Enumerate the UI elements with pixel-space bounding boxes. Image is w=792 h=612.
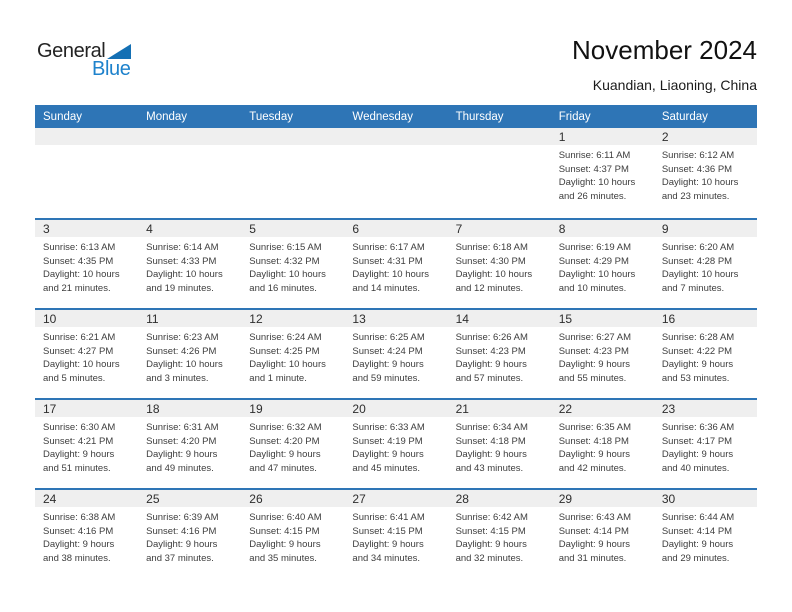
- day-details: [654, 417, 757, 475]
- day-details: [448, 237, 551, 295]
- day-details: [241, 507, 344, 565]
- day-cell: [344, 310, 447, 398]
- sunset-text: Sunset: 4:35 PM: [43, 255, 114, 267]
- sunset-text: Sunset: 4:20 PM: [249, 435, 320, 447]
- day-number-strip: [344, 310, 447, 327]
- day-number-strip: [448, 400, 551, 417]
- day-number-strip: [448, 128, 551, 145]
- day-number-strip: [448, 220, 551, 237]
- daylight-text: Daylight: 10 hours and 21 minutes.: [43, 269, 120, 294]
- day-details: [35, 237, 138, 295]
- sunset-text: Sunset: 4:18 PM: [455, 435, 526, 447]
- sunset-text: Sunset: 4:22 PM: [661, 345, 733, 357]
- day-number-strip: [241, 400, 344, 417]
- daylight-text: Daylight: 9 hours and 51 minutes.: [43, 449, 115, 474]
- daylight-text: Daylight: 9 hours and 42 minutes.: [558, 449, 630, 474]
- day-number: 21: [455, 401, 469, 416]
- sunset-text: Sunset: 4:24 PM: [352, 345, 423, 357]
- sunset-text: Sunset: 4:32 PM: [249, 255, 320, 267]
- day-details: [241, 417, 344, 475]
- weekday-header-monday: Monday: [146, 110, 188, 123]
- sunset-text: Sunset: 4:26 PM: [146, 345, 217, 357]
- sunset-text: Sunset: 4:27 PM: [43, 345, 114, 357]
- day-details: [551, 507, 654, 565]
- daylight-text: Daylight: 9 hours and 47 minutes.: [249, 449, 321, 474]
- daylight-text: Daylight: 9 hours and 49 minutes.: [146, 449, 218, 474]
- day-number: 27: [352, 491, 366, 506]
- day-number-strip: [35, 310, 138, 327]
- sunrise-text: Sunrise: 6:30 AM: [43, 422, 116, 433]
- sunrise-text: Sunrise: 6:19 AM: [558, 242, 632, 253]
- daylight-text: Daylight: 9 hours and 37 minutes.: [146, 539, 218, 564]
- sunset-text: Sunset: 4:15 PM: [352, 525, 423, 537]
- daylight-text: Daylight: 9 hours and 55 minutes.: [558, 359, 630, 384]
- sunrise-text: Sunrise: 6:34 AM: [455, 422, 528, 433]
- daylight-text: Daylight: 9 hours and 53 minutes.: [661, 359, 734, 384]
- page-subtitle: Kuandian, Liaoning, China: [592, 77, 757, 93]
- day-number-strip: [241, 310, 344, 327]
- day-details: [654, 237, 757, 295]
- day-number: 8: [558, 221, 566, 236]
- sunset-text: Sunset: 4:37 PM: [558, 163, 629, 175]
- day-number: 10: [43, 311, 57, 326]
- sunrise-text: Sunrise: 6:24 AM: [249, 332, 322, 343]
- day-details: [448, 507, 551, 565]
- day-number: 25: [146, 491, 160, 506]
- day-cell: [551, 310, 654, 398]
- day-number-strip: [241, 128, 344, 145]
- sunset-text: Sunset: 4:19 PM: [352, 435, 423, 447]
- day-number: 9: [661, 221, 669, 236]
- week-row: [35, 488, 757, 578]
- day-number-strip: [241, 490, 344, 507]
- day-number-strip: [344, 220, 447, 237]
- sunset-text: Sunset: 4:30 PM: [455, 255, 526, 267]
- day-cell: [654, 220, 757, 308]
- day-details: [138, 327, 241, 385]
- day-details: [654, 327, 757, 385]
- sunrise-text: Sunrise: 6:44 AM: [661, 512, 735, 523]
- day-cell: [241, 220, 344, 308]
- day-cell: [35, 310, 138, 398]
- sunrise-text: Sunrise: 6:35 AM: [558, 422, 632, 433]
- empty-day-cell: [138, 128, 241, 218]
- day-number: 5: [249, 221, 256, 236]
- day-number-strip: [551, 128, 654, 145]
- day-number-strip: [448, 490, 551, 507]
- day-number: 24: [43, 491, 57, 506]
- day-cell: [551, 128, 654, 218]
- sunset-text: Sunset: 4:31 PM: [352, 255, 423, 267]
- sunrise-text: Sunrise: 6:11 AM: [558, 150, 631, 161]
- general-blue-logo: [37, 42, 131, 78]
- day-number-strip: [551, 400, 654, 417]
- page-title: November 2024: [572, 35, 757, 65]
- daylight-text: Daylight: 10 hours and 12 minutes.: [455, 269, 533, 294]
- sunrise-text: Sunrise: 6:17 AM: [352, 242, 425, 253]
- weekday-header-sunday: Sunday: [43, 110, 83, 123]
- sunrise-text: Sunrise: 6:32 AM: [249, 422, 322, 433]
- daylight-text: Daylight: 10 hours and 16 minutes.: [249, 269, 326, 294]
- day-number: 16: [661, 311, 676, 326]
- day-cell: [344, 400, 447, 488]
- sunset-text: Sunset: 4:15 PM: [249, 525, 320, 537]
- day-number-strip: [448, 310, 551, 327]
- daylight-text: Daylight: 10 hours and 19 minutes.: [146, 269, 223, 294]
- day-cell: [138, 400, 241, 488]
- daylight-text: Daylight: 10 hours and 1 minute.: [249, 359, 326, 384]
- empty-day-cell: [35, 128, 138, 218]
- day-details: [344, 417, 447, 475]
- empty-day-cell: [241, 128, 344, 218]
- daylight-text: Daylight: 10 hours and 26 minutes.: [558, 177, 636, 202]
- day-cell: [241, 400, 344, 488]
- sunset-text: Sunset: 4:23 PM: [558, 345, 629, 357]
- day-number-strip: [551, 490, 654, 507]
- day-number: 18: [146, 401, 160, 416]
- weekday-header-row: [35, 105, 757, 128]
- daylight-text: Daylight: 9 hours and 43 minutes.: [455, 449, 527, 474]
- daylight-text: Daylight: 9 hours and 35 minutes.: [249, 539, 321, 564]
- day-details: [35, 327, 138, 385]
- day-cell: [35, 400, 138, 488]
- day-details: [241, 237, 344, 295]
- day-details: [551, 145, 654, 203]
- daylight-text: Daylight: 10 hours and 3 minutes.: [146, 359, 223, 384]
- day-number-strip: [654, 128, 757, 145]
- day-number: 2: [661, 129, 669, 144]
- day-cell: [138, 220, 241, 308]
- weekday-header-wednesday: Wednesday: [352, 110, 413, 123]
- day-details: [138, 417, 241, 475]
- day-number: 3: [43, 221, 50, 236]
- day-number-strip: [654, 490, 757, 507]
- sunset-text: Sunset: 4:17 PM: [661, 435, 733, 447]
- sunset-text: Sunset: 4:23 PM: [455, 345, 526, 357]
- day-number-strip: [35, 220, 138, 237]
- day-number-strip: [654, 310, 757, 327]
- day-cell: [35, 490, 138, 578]
- day-number-strip: [35, 490, 138, 507]
- day-number: 19: [249, 401, 263, 416]
- day-number-strip: [138, 400, 241, 417]
- day-number: 7: [455, 221, 463, 236]
- day-number: 30: [661, 491, 676, 506]
- daylight-text: Daylight: 9 hours and 29 minutes.: [661, 539, 734, 564]
- day-details: [344, 237, 447, 295]
- sunrise-text: Sunrise: 6:40 AM: [249, 512, 322, 523]
- day-number-strip: [344, 490, 447, 507]
- sunrise-text: Sunrise: 6:38 AM: [43, 512, 116, 523]
- day-number-strip: [138, 128, 241, 145]
- sunset-text: Sunset: 4:16 PM: [146, 525, 217, 537]
- logo-word-blue: Blue: [92, 58, 131, 80]
- day-cell: [241, 310, 344, 398]
- day-number: 20: [352, 401, 366, 416]
- sunset-text: Sunset: 4:15 PM: [455, 525, 526, 537]
- weekday-header-tuesday: Tuesday: [249, 110, 293, 123]
- day-cell: [448, 400, 551, 488]
- day-cell: [551, 220, 654, 308]
- day-number: 28: [455, 491, 469, 506]
- day-cell: [448, 310, 551, 398]
- daylight-text: Daylight: 10 hours and 23 minutes.: [661, 177, 739, 202]
- sunrise-text: Sunrise: 6:28 AM: [661, 332, 735, 343]
- day-details: [344, 507, 447, 565]
- day-number: 29: [558, 491, 573, 506]
- day-number: 17: [43, 401, 57, 416]
- week-row: [35, 398, 757, 488]
- day-cell: [241, 490, 344, 578]
- day-number: 6: [352, 221, 360, 236]
- sunrise-text: Sunrise: 6:14 AM: [146, 242, 219, 253]
- sunset-text: Sunset: 4:16 PM: [43, 525, 114, 537]
- day-details: [448, 417, 551, 475]
- day-cell: [654, 490, 757, 578]
- flag-triangle-icon: [107, 44, 131, 59]
- daylight-text: Daylight: 9 hours and 40 minutes.: [661, 449, 734, 474]
- sunset-text: Sunset: 4:28 PM: [661, 255, 733, 267]
- weekday-header-saturday: Saturday: [661, 110, 708, 123]
- sunrise-text: Sunrise: 6:12 AM: [661, 150, 735, 161]
- day-cell: [654, 128, 757, 218]
- day-details: [654, 145, 757, 203]
- sunrise-text: Sunrise: 6:33 AM: [352, 422, 425, 433]
- day-cell: [448, 490, 551, 578]
- title-block: [572, 36, 757, 93]
- empty-day-cell: [448, 128, 551, 218]
- day-number: 11: [146, 311, 159, 326]
- daylight-text: Daylight: 10 hours and 7 minutes.: [661, 269, 739, 294]
- day-number-strip: [138, 490, 241, 507]
- sunset-text: Sunset: 4:33 PM: [146, 255, 217, 267]
- daylight-text: Daylight: 10 hours and 5 minutes.: [43, 359, 120, 384]
- day-cell: [654, 400, 757, 488]
- sunset-text: Sunset: 4:14 PM: [661, 525, 733, 537]
- day-number-strip: [551, 310, 654, 327]
- daylight-text: Daylight: 9 hours and 38 minutes.: [43, 539, 115, 564]
- day-cell: [448, 220, 551, 308]
- sunset-text: Sunset: 4:14 PM: [558, 525, 629, 537]
- sunset-text: Sunset: 4:36 PM: [661, 163, 733, 175]
- sunset-text: Sunset: 4:25 PM: [249, 345, 320, 357]
- day-number-strip: [344, 400, 447, 417]
- sunrise-text: Sunrise: 6:26 AM: [455, 332, 528, 343]
- daylight-text: Daylight: 9 hours and 34 minutes.: [352, 539, 424, 564]
- sunrise-text: Sunrise: 6:27 AM: [558, 332, 632, 343]
- sunrise-text: Sunrise: 6:18 AM: [455, 242, 528, 253]
- sunrise-text: Sunrise: 6:23 AM: [146, 332, 219, 343]
- sunrise-text: Sunrise: 6:42 AM: [455, 512, 528, 523]
- sunrise-text: Sunrise: 6:25 AM: [352, 332, 425, 343]
- day-number: 14: [455, 311, 469, 326]
- day-details: [138, 237, 241, 295]
- sunrise-text: Sunrise: 6:31 AM: [146, 422, 219, 433]
- day-cell: [35, 220, 138, 308]
- daylight-text: Daylight: 10 hours and 10 minutes.: [558, 269, 636, 294]
- daylight-text: Daylight: 10 hours and 14 minutes.: [352, 269, 429, 294]
- empty-day-cell: [344, 128, 447, 218]
- sunset-text: Sunset: 4:18 PM: [558, 435, 629, 447]
- day-number-strip: [138, 220, 241, 237]
- sunrise-text: Sunrise: 6:36 AM: [661, 422, 735, 433]
- week-row: [35, 308, 757, 398]
- week-row: [35, 128, 757, 218]
- day-details: [138, 507, 241, 565]
- day-number-strip: [344, 128, 447, 145]
- sunset-text: Sunset: 4:20 PM: [146, 435, 217, 447]
- daylight-text: Daylight: 9 hours and 31 minutes.: [558, 539, 630, 564]
- day-cell: [551, 400, 654, 488]
- day-number-strip: [654, 400, 757, 417]
- daylight-text: Daylight: 9 hours and 32 minutes.: [455, 539, 527, 564]
- day-number-strip: [241, 220, 344, 237]
- day-details: [551, 417, 654, 475]
- week-row: [35, 218, 757, 308]
- sunrise-text: Sunrise: 6:13 AM: [43, 242, 116, 253]
- day-details: [448, 327, 551, 385]
- day-details: [35, 417, 138, 475]
- day-cell: [138, 490, 241, 578]
- sunrise-text: Sunrise: 6:41 AM: [352, 512, 425, 523]
- sunrise-text: Sunrise: 6:20 AM: [661, 242, 735, 253]
- day-number-strip: [138, 310, 241, 327]
- day-details: [241, 327, 344, 385]
- calendar-table: [35, 105, 757, 578]
- day-details: [551, 327, 654, 385]
- day-cell: [551, 490, 654, 578]
- day-number: 26: [249, 491, 263, 506]
- calendar-weeks: [35, 128, 757, 578]
- day-details: [344, 327, 447, 385]
- daylight-text: Daylight: 9 hours and 45 minutes.: [352, 449, 424, 474]
- sunset-text: Sunset: 4:21 PM: [43, 435, 114, 447]
- day-number: 23: [661, 401, 676, 416]
- sunrise-text: Sunrise: 6:43 AM: [558, 512, 632, 523]
- day-details: [35, 507, 138, 565]
- day-number: 15: [558, 311, 573, 326]
- logo-word-general: General: [37, 40, 106, 62]
- day-number: 4: [146, 221, 153, 236]
- sunrise-text: Sunrise: 6:21 AM: [43, 332, 116, 343]
- day-details: [654, 507, 757, 565]
- day-number: 13: [352, 311, 366, 326]
- daylight-text: Daylight: 9 hours and 57 minutes.: [455, 359, 527, 384]
- day-cell: [344, 490, 447, 578]
- day-number: 12: [249, 311, 263, 326]
- day-cell: [138, 310, 241, 398]
- sunrise-text: Sunrise: 6:15 AM: [249, 242, 322, 253]
- daylight-text: Daylight: 9 hours and 59 minutes.: [352, 359, 424, 384]
- day-number-strip: [654, 220, 757, 237]
- weekday-header-thursday: Thursday: [455, 110, 504, 123]
- day-number-strip: [35, 128, 138, 145]
- weekday-header-friday: Friday: [558, 110, 591, 123]
- day-cell: [654, 310, 757, 398]
- day-number: 22: [558, 401, 573, 416]
- day-number-strip: [551, 220, 654, 237]
- day-number-strip: [35, 400, 138, 417]
- sunrise-text: Sunrise: 6:39 AM: [146, 512, 219, 523]
- sunset-text: Sunset: 4:29 PM: [558, 255, 629, 267]
- day-number: 1: [558, 129, 566, 144]
- day-details: [551, 237, 654, 295]
- day-cell: [344, 220, 447, 308]
